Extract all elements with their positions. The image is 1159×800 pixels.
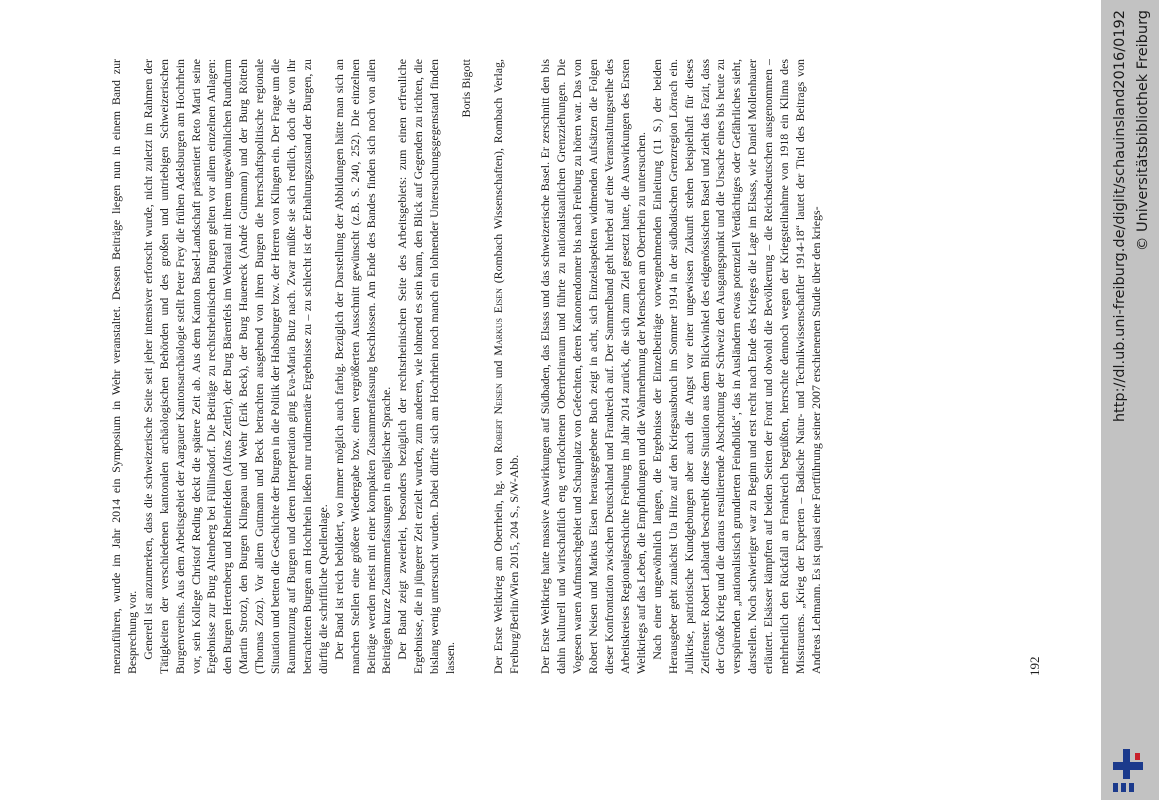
source-strip-content: [1101, 0, 1159, 800]
page-body: [109, 59, 1019, 674]
paragraph-continuation: menzuführen, wurde im Jahr 2014 ein Symposium in Wehr veranstaltet. Dessen Beiträge liegen nun in einem Band zur Besprechung vor.: [109, 59, 139, 674]
editor-name-1: Robert Neisen: [490, 383, 505, 454]
heading-text-after: (Rombach Wissenschaften), Rombach Verlag, Freiburg/Berlin/Wien 2015, 204 S., S/W-Abb.: [490, 59, 521, 674]
heading-text-before: Der Erste Weltkrieg am Oberrhein, hg. von: [490, 453, 505, 674]
source-strip: [1101, 0, 1159, 800]
review-heading: [491, 59, 523, 674]
editor-name-2: Markus Eisen: [490, 288, 505, 356]
paragraph-conclusion: Der Band zeigt zweierlei, besonders bezüglich der rechtsrheinischen Seite des Arbeitsgebiets: zum einen erfreuliche Ergebnisse, die in jüngerer Zeit erzielt wurden, zum anderen, wie lohnend es sein kann, den Blick auf Gegenden zu richten, die bislang wenig untersucht wurden. Dabei dürfte sich am Hochrhein noch manch ein lohnender Untersuchungsgegenstand finden lassen.: [395, 59, 458, 674]
source-url-link[interactable]: http://dl.ub.uni-freiburg.de/diglit/schauinsland2016/0192: [1112, 10, 1128, 423]
heading-text-middle: und: [490, 355, 505, 384]
paragraph-illustrations: Der Band ist reich bebildert, wo immer möglich auch farbig. Bezüglich der Darstellung der Abbildungen hätte man sich an manchen Stellen eine größere Wiedergabe bzw. einen vergrößerten Ausschnitt gewünscht (z.B. S. 240, 252). Die einzelnen Beiträge werden meist mit einer kompakten Zusammenfassung beschlossen. Am Ende des Bandes finden sich noch von allen Beiträgen kurze Zusammenfassungen in englischer Sprache.: [331, 59, 394, 674]
paragraph-weltkrieg-contents: Nach einer ungewöhnlich langen, die Ergebnisse der Einzelbeiträge vorwegnehmenden Einleitung (11 S.) der beiden Herausgeber geht zunächst Uta Hinz auf den Kriegsausbruch im Sommer 1914 in der südbadischen Grenzregion Lörrach ein. Julikrise, patriotische Kundgebungen aber auch die Angst vor einer ungewissen Zukunft stehen beispielhaft für dieses Zeitfenster. Robert Lablardt beschreibt diese Situation aus dem Blickwinkel des eidgenössischen Basel und zieht das Fazit, dass der Große Krieg und die daraus resultierende Abschottung der Schweiz den Ausgangspunkt und die Ursache eines bis heute zu verspürenden „nationalistisch grundierten Feindbilds“, das in Ausländern etwas potenziell Verdächtiges oder Gefährliches sieht, darstellen. Noch schwieriger war zu Beginn und erst recht nach Ende des Krieges die Lage im Elsass, wie Daniel Mollenhauer erläutert. Elsässer kämpften auf beiden Seiten der Front und obwohl die Bevölkerung – die Reichsdeutschen ausgenommen – mehrheitlich den Rückfall an Frankreich begrüßten, herrschte dennoch wegen der Kriegsteilnahme von 1918 ein Klima des Misstrauens. „Krieg der Experten – Badische Natur- und Technikwissenschaftler 1914-18“ lautet der Titel des Beitrags von Andreas Lehmann. Es ist quasi eine Fortführung seiner 2007 erschienenen Studie über den kriegs-: [649, 59, 823, 674]
scanned-page: [106, 54, 1061, 704]
copyright-notice: © Universitätsbibliothek Freiburg: [1135, 10, 1151, 252]
ub-freiburg-logo-icon: [1101, 740, 1159, 800]
page-number: 192: [1027, 656, 1042, 676]
paragraph-weltkrieg-intro: Der Erste Weltkrieg hatte massive Auswirkungen auf Südbaden, das Elsass und das schweizerische Basel. Er zerschnitt den bis dahin kulturell und wirtschaftlich eng verflochtenen Oberrheinraum und führte zu nationalstaatlichen Grenzziehungen. Die Vogesen waren Aufmarschgebiet und Schauplatz von Gefechten, deren Kanonendonner bis nach Freiburg zu hören war. Das von Robert Neisen und Markus Eisen herausgegebene Buch zeigt in acht, sich Einzelaspekten widmenden Aufsätzen die Folgen dieser Konfrontation zwischen Deutschland und Frankreich auf. Der Sammelband geht hierbei auf eine Veranstaltungsreihe des Arbeitskreises Regionalgeschichte Freiburg im Jahr 2014 zurück, die sich zum Ziel gesetzt hatte, die Auswirkungen des Ersten Weltkriegs auf das Leben, die Empfindungen und die Wahrnehmung der Menschen am Oberrhein zu untersuchen.: [538, 59, 648, 674]
paragraph-burgen-overview: Generell ist anzumerken, dass die schweizerische Seite seit jeher intensiver erforscht wurde, nicht zuletzt im Rahmen der Tätigkeiten der verschiedenen kantonalen archäologischen Behörden und des großen und untriebigen Schweizerischen Burgenvereins. Aus dem Arbeitsgebiet der Aargauer Kantonsarchäologie stellt Peter Frey die frühen Adelsburgen am Hochrhein vor, sein Kollege Christof Reding deckt die spätere Zeit ab. Aus dem Kanton Basel-Landschaft präsentiert Reto Marti seine Ergebnisse zur Burg Altenberg bei Füllinsdorf. Die Beiträge zu rechtsrheinischen Burgen gelten vor allem einzelnen Anlagen: den Burgen Hertenberg und Rheinfelden (Alfons Zettler), der Burg Bärenfels im Wehratal mit ihrem ungewöhnlichen Rundturm (Martin Strotz), den Burgen Klingnau und Wehr (Erik Beck), der Burg Haueneck (André Gutmann) und der Burg Rötteln (Thomas Zotz). Vor allem Gutmann und Beck betrachten ausgehend von ihren Burgen die herrschaftspolitische regionale Situation und betten die Geschichte der Burgen in die Politik der Habsburger bzw. der Herren von Klingen ein. Der Frage um die Raumnutzung auf Burgen und deren Interpretation ging Eva-Maria Butz nach. Zwar müßte sie sich redlich, doch die von ihr betrachteten Burgen am Hochrhein ließen nur rudimentäre Ergebnisse zu – zu schlecht ist der Erhaltungszustand der Burgen, zu dürftig die schriftliche Quellenlage.: [140, 59, 330, 674]
reviewer-signature: Boris Bigott: [458, 59, 473, 118]
